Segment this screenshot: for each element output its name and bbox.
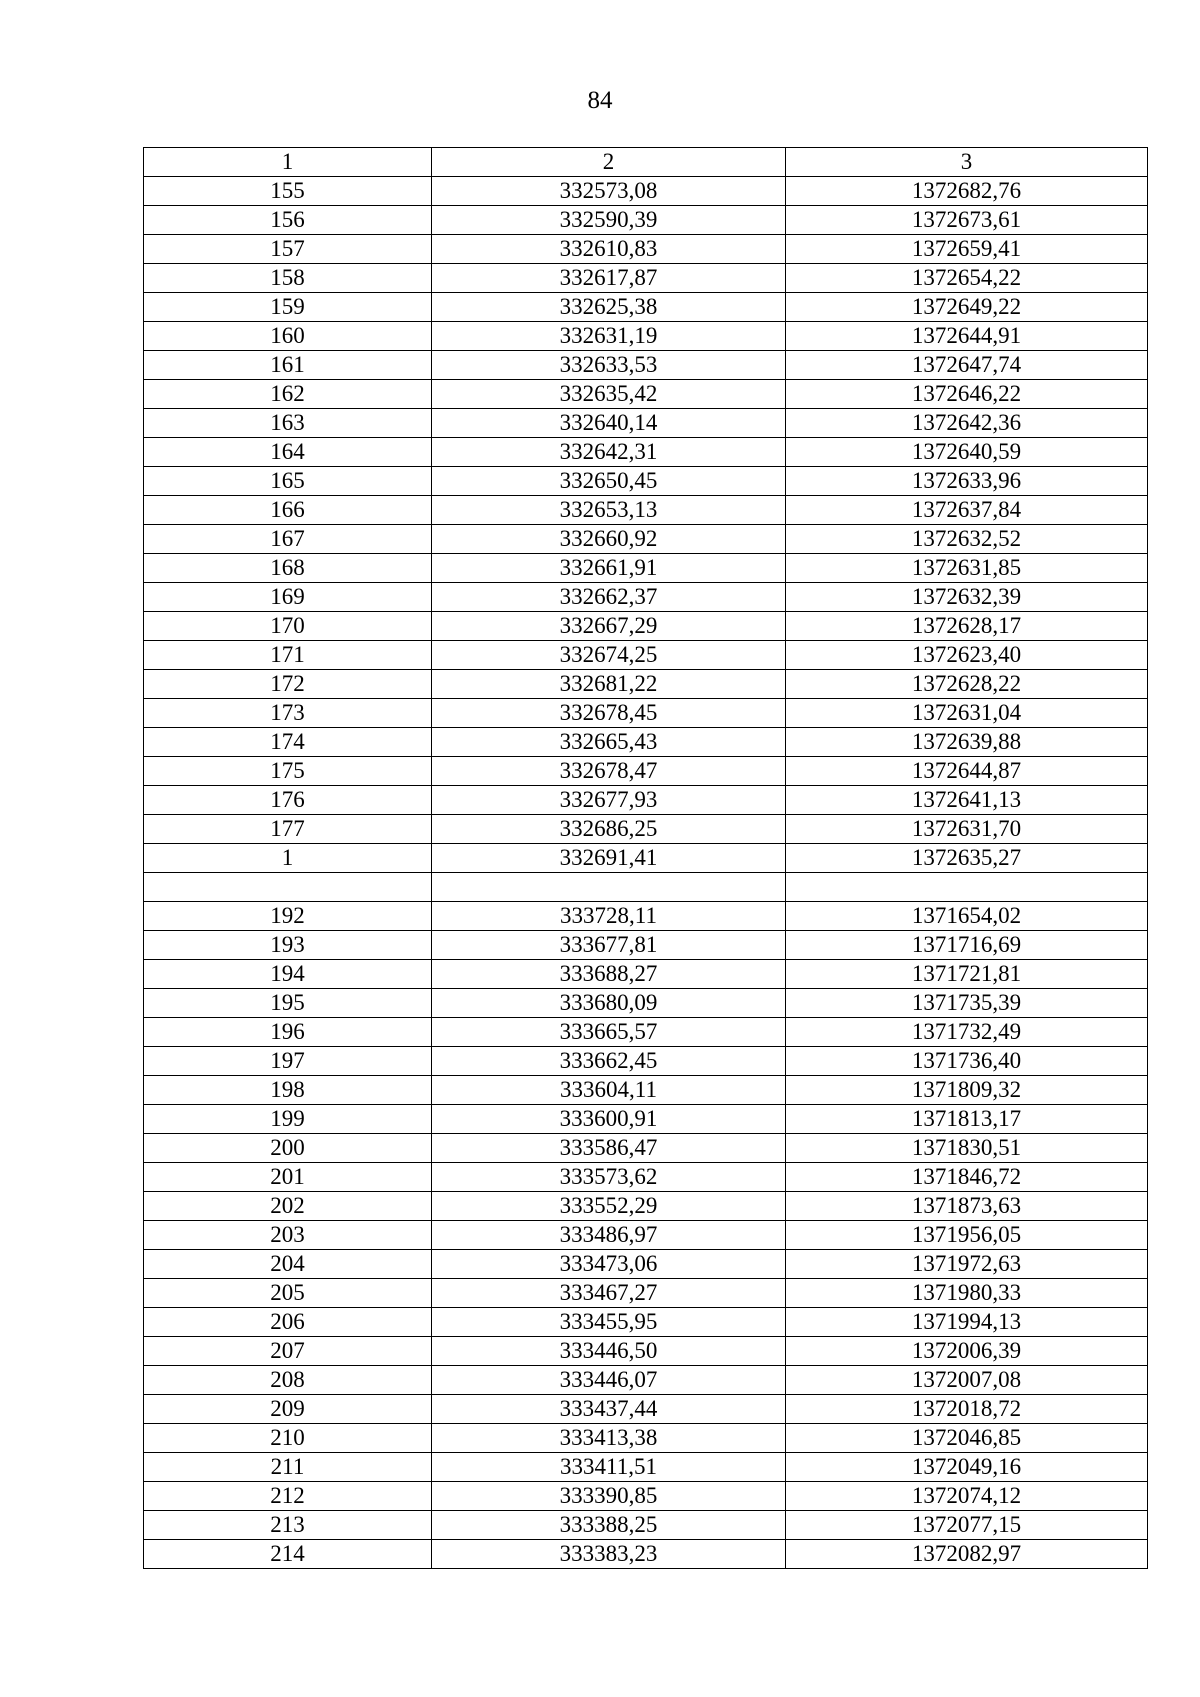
cell-y-coordinate: 1372631,04 [786,699,1148,728]
cell-point-number: 158 [144,264,432,293]
table-row [144,467,1148,496]
cell-x-coordinate: 332573,08 [432,177,786,206]
table-row [144,960,1148,989]
page-number: 84 [587,87,613,114]
table-row [144,902,1148,931]
cell-y-coordinate: 1372631,85 [786,554,1148,583]
cell-point-number: 165 [144,467,432,496]
cell-point-number: 196 [144,1018,432,1047]
header-cell-y: 3 [786,148,1148,177]
cell-point-number: 208 [144,1366,432,1395]
cell-x-coordinate: 333586,47 [432,1134,786,1163]
cell-y-coordinate: 1371873,63 [786,1192,1148,1221]
cell-x-coordinate: 332631,19 [432,322,786,351]
cell-point-number: 212 [144,1482,432,1511]
cell-point-number: 175 [144,757,432,786]
cell-y-coordinate: 1372628,22 [786,670,1148,699]
cell-y-coordinate [786,873,1148,902]
cell-point-number: 159 [144,293,432,322]
cell-y-coordinate: 1372641,13 [786,786,1148,815]
cell-x-coordinate: 333665,57 [432,1018,786,1047]
cell-x-coordinate: 333390,85 [432,1482,786,1511]
cell-x-coordinate: 332617,87 [432,264,786,293]
cell-x-coordinate: 332610,83 [432,235,786,264]
cell-point-number: 193 [144,931,432,960]
table-row [144,786,1148,815]
cell-point-number: 1 [144,844,432,873]
table-row [144,873,1148,902]
table-row [144,1511,1148,1540]
cell-y-coordinate: 1371830,51 [786,1134,1148,1163]
cell-x-coordinate: 332633,53 [432,351,786,380]
cell-point-number: 194 [144,960,432,989]
cell-point-number: 213 [144,1511,432,1540]
cell-x-coordinate: 332650,45 [432,467,786,496]
cell-x-coordinate: 333473,06 [432,1250,786,1279]
cell-x-coordinate: 333604,11 [432,1076,786,1105]
cell-x-coordinate: 332681,22 [432,670,786,699]
table-row [144,1395,1148,1424]
cell-y-coordinate: 1372640,59 [786,438,1148,467]
table-row [144,583,1148,612]
cell-point-number: 206 [144,1308,432,1337]
cell-x-coordinate: 333413,38 [432,1424,786,1453]
cell-point-number: 157 [144,235,432,264]
cell-x-coordinate: 332678,45 [432,699,786,728]
cell-x-coordinate: 332662,37 [432,583,786,612]
cell-y-coordinate: 1372654,22 [786,264,1148,293]
table-row [144,1540,1148,1569]
table-row [144,1221,1148,1250]
cell-point-number: 177 [144,815,432,844]
cell-point-number: 203 [144,1221,432,1250]
cell-y-coordinate: 1371809,32 [786,1076,1148,1105]
cell-y-coordinate: 1372631,70 [786,815,1148,844]
table-row [144,1453,1148,1482]
cell-x-coordinate: 332640,14 [432,409,786,438]
cell-x-coordinate: 333446,50 [432,1337,786,1366]
cell-x-coordinate: 332635,42 [432,380,786,409]
table-row [144,264,1148,293]
table-row [144,815,1148,844]
table-row [144,1308,1148,1337]
table-row [144,380,1148,409]
cell-point-number: 195 [144,989,432,1018]
cell-x-coordinate: 332665,43 [432,728,786,757]
table-row [144,989,1148,1018]
cell-point-number: 164 [144,438,432,467]
cell-y-coordinate: 1372637,84 [786,496,1148,525]
table-row [144,409,1148,438]
cell-x-coordinate: 332642,31 [432,438,786,467]
table-row [144,1482,1148,1511]
cell-point-number: 169 [144,583,432,612]
header-cell-point-number: 1 [144,148,432,177]
table-row [144,612,1148,641]
cell-x-coordinate: 332590,39 [432,206,786,235]
cell-y-coordinate: 1372642,36 [786,409,1148,438]
cell-y-coordinate: 1372049,16 [786,1453,1148,1482]
cell-y-coordinate: 1371846,72 [786,1163,1148,1192]
cell-y-coordinate: 1372623,40 [786,641,1148,670]
table-row [144,206,1148,235]
table-row [144,1105,1148,1134]
cell-point-number: 205 [144,1279,432,1308]
cell-x-coordinate: 333467,27 [432,1279,786,1308]
cell-y-coordinate: 1372628,17 [786,612,1148,641]
table-row [144,235,1148,264]
table-row [144,438,1148,467]
cell-point-number: 162 [144,380,432,409]
cell-x-coordinate: 333728,11 [432,902,786,931]
header-cell-x: 2 [432,148,786,177]
cell-y-coordinate: 1372649,22 [786,293,1148,322]
cell-y-coordinate: 1371994,13 [786,1308,1148,1337]
cell-x-coordinate: 333383,23 [432,1540,786,1569]
cell-x-coordinate: 333573,62 [432,1163,786,1192]
cell-y-coordinate: 1371721,81 [786,960,1148,989]
cell-x-coordinate [432,873,786,902]
cell-point-number: 155 [144,177,432,206]
cell-y-coordinate: 1372682,76 [786,177,1148,206]
cell-x-coordinate: 332686,25 [432,815,786,844]
table-row [144,322,1148,351]
cell-point-number: 156 [144,206,432,235]
table-row [144,1424,1148,1453]
cell-y-coordinate: 1371736,40 [786,1047,1148,1076]
cell-y-coordinate: 1372639,88 [786,728,1148,757]
cell-y-coordinate: 1372635,27 [786,844,1148,873]
cell-x-coordinate: 333688,27 [432,960,786,989]
cell-point-number: 173 [144,699,432,728]
cell-x-coordinate: 332625,38 [432,293,786,322]
cell-x-coordinate: 332691,41 [432,844,786,873]
cell-y-coordinate: 1372646,22 [786,380,1148,409]
cell-point-number: 170 [144,612,432,641]
cell-y-coordinate: 1372632,39 [786,583,1148,612]
cell-point-number: 163 [144,409,432,438]
cell-y-coordinate: 1372632,52 [786,525,1148,554]
cell-point-number: 176 [144,786,432,815]
table-row [144,641,1148,670]
table-row [144,728,1148,757]
table-row [144,351,1148,380]
cell-point-number: 204 [144,1250,432,1279]
cell-point-number [144,873,432,902]
cell-x-coordinate: 332653,13 [432,496,786,525]
cell-point-number: 160 [144,322,432,351]
table-row [144,554,1148,583]
cell-point-number: 199 [144,1105,432,1134]
cell-x-coordinate: 333552,29 [432,1192,786,1221]
cell-point-number: 214 [144,1540,432,1569]
table-row [144,1047,1148,1076]
cell-x-coordinate: 333455,95 [432,1308,786,1337]
cell-y-coordinate: 1372074,12 [786,1482,1148,1511]
coordinates-table-body [144,148,1148,1569]
cell-point-number: 166 [144,496,432,525]
cell-y-coordinate: 1371813,17 [786,1105,1148,1134]
table-row [144,1192,1148,1221]
cell-x-coordinate: 332678,47 [432,757,786,786]
cell-point-number: 209 [144,1395,432,1424]
cell-y-coordinate: 1372046,85 [786,1424,1148,1453]
table-row [144,1366,1148,1395]
cell-x-coordinate: 332667,29 [432,612,786,641]
table-row [144,699,1148,728]
cell-y-coordinate: 1371732,49 [786,1018,1148,1047]
cell-y-coordinate: 1372633,96 [786,467,1148,496]
cell-y-coordinate: 1371980,33 [786,1279,1148,1308]
cell-point-number: 171 [144,641,432,670]
cell-y-coordinate: 1371972,63 [786,1250,1148,1279]
cell-y-coordinate: 1372018,72 [786,1395,1148,1424]
cell-x-coordinate: 332677,93 [432,786,786,815]
table-row [144,525,1148,554]
cell-point-number: 210 [144,1424,432,1453]
cell-y-coordinate: 1372647,74 [786,351,1148,380]
cell-x-coordinate: 333437,44 [432,1395,786,1424]
cell-y-coordinate: 1372082,97 [786,1540,1148,1569]
cell-y-coordinate: 1372644,91 [786,322,1148,351]
table-row [144,1076,1148,1105]
cell-point-number: 197 [144,1047,432,1076]
table-row [144,496,1148,525]
cell-y-coordinate: 1371654,02 [786,902,1148,931]
cell-x-coordinate: 333486,97 [432,1221,786,1250]
table-row [144,1018,1148,1047]
table-row [144,757,1148,786]
table-row [144,1163,1148,1192]
cell-y-coordinate: 1371716,69 [786,931,1148,960]
cell-x-coordinate: 333388,25 [432,1511,786,1540]
cell-y-coordinate: 1372673,61 [786,206,1148,235]
cell-x-coordinate: 333677,81 [432,931,786,960]
cell-point-number: 207 [144,1337,432,1366]
table-row [144,1250,1148,1279]
cell-y-coordinate: 1372077,15 [786,1511,1148,1540]
cell-point-number: 174 [144,728,432,757]
coordinates-table [143,147,1148,1569]
table-row [144,844,1148,873]
table-row [144,1134,1148,1163]
cell-y-coordinate: 1371735,39 [786,989,1148,1018]
cell-x-coordinate: 333600,91 [432,1105,786,1134]
cell-y-coordinate: 1372644,87 [786,757,1148,786]
cell-point-number: 167 [144,525,432,554]
table-row [144,931,1148,960]
cell-point-number: 172 [144,670,432,699]
cell-point-number: 202 [144,1192,432,1221]
cell-x-coordinate: 332674,25 [432,641,786,670]
cell-y-coordinate: 1371956,05 [786,1221,1148,1250]
cell-y-coordinate: 1372006,39 [786,1337,1148,1366]
cell-point-number: 161 [144,351,432,380]
cell-point-number: 200 [144,1134,432,1163]
cell-x-coordinate: 333411,51 [432,1453,786,1482]
table-row [144,1337,1148,1366]
table-row [144,177,1148,206]
cell-x-coordinate: 332661,91 [432,554,786,583]
cell-point-number: 198 [144,1076,432,1105]
table-row [144,1279,1148,1308]
cell-x-coordinate: 333662,45 [432,1047,786,1076]
cell-x-coordinate: 332660,92 [432,525,786,554]
cell-y-coordinate: 1372659,41 [786,235,1148,264]
table-row [144,670,1148,699]
cell-point-number: 192 [144,902,432,931]
cell-point-number: 168 [144,554,432,583]
table-header-row [144,148,1148,177]
cell-x-coordinate: 333446,07 [432,1366,786,1395]
cell-y-coordinate: 1372007,08 [786,1366,1148,1395]
cell-point-number: 211 [144,1453,432,1482]
cell-point-number: 201 [144,1163,432,1192]
cell-x-coordinate: 333680,09 [432,989,786,1018]
table-row [144,293,1148,322]
